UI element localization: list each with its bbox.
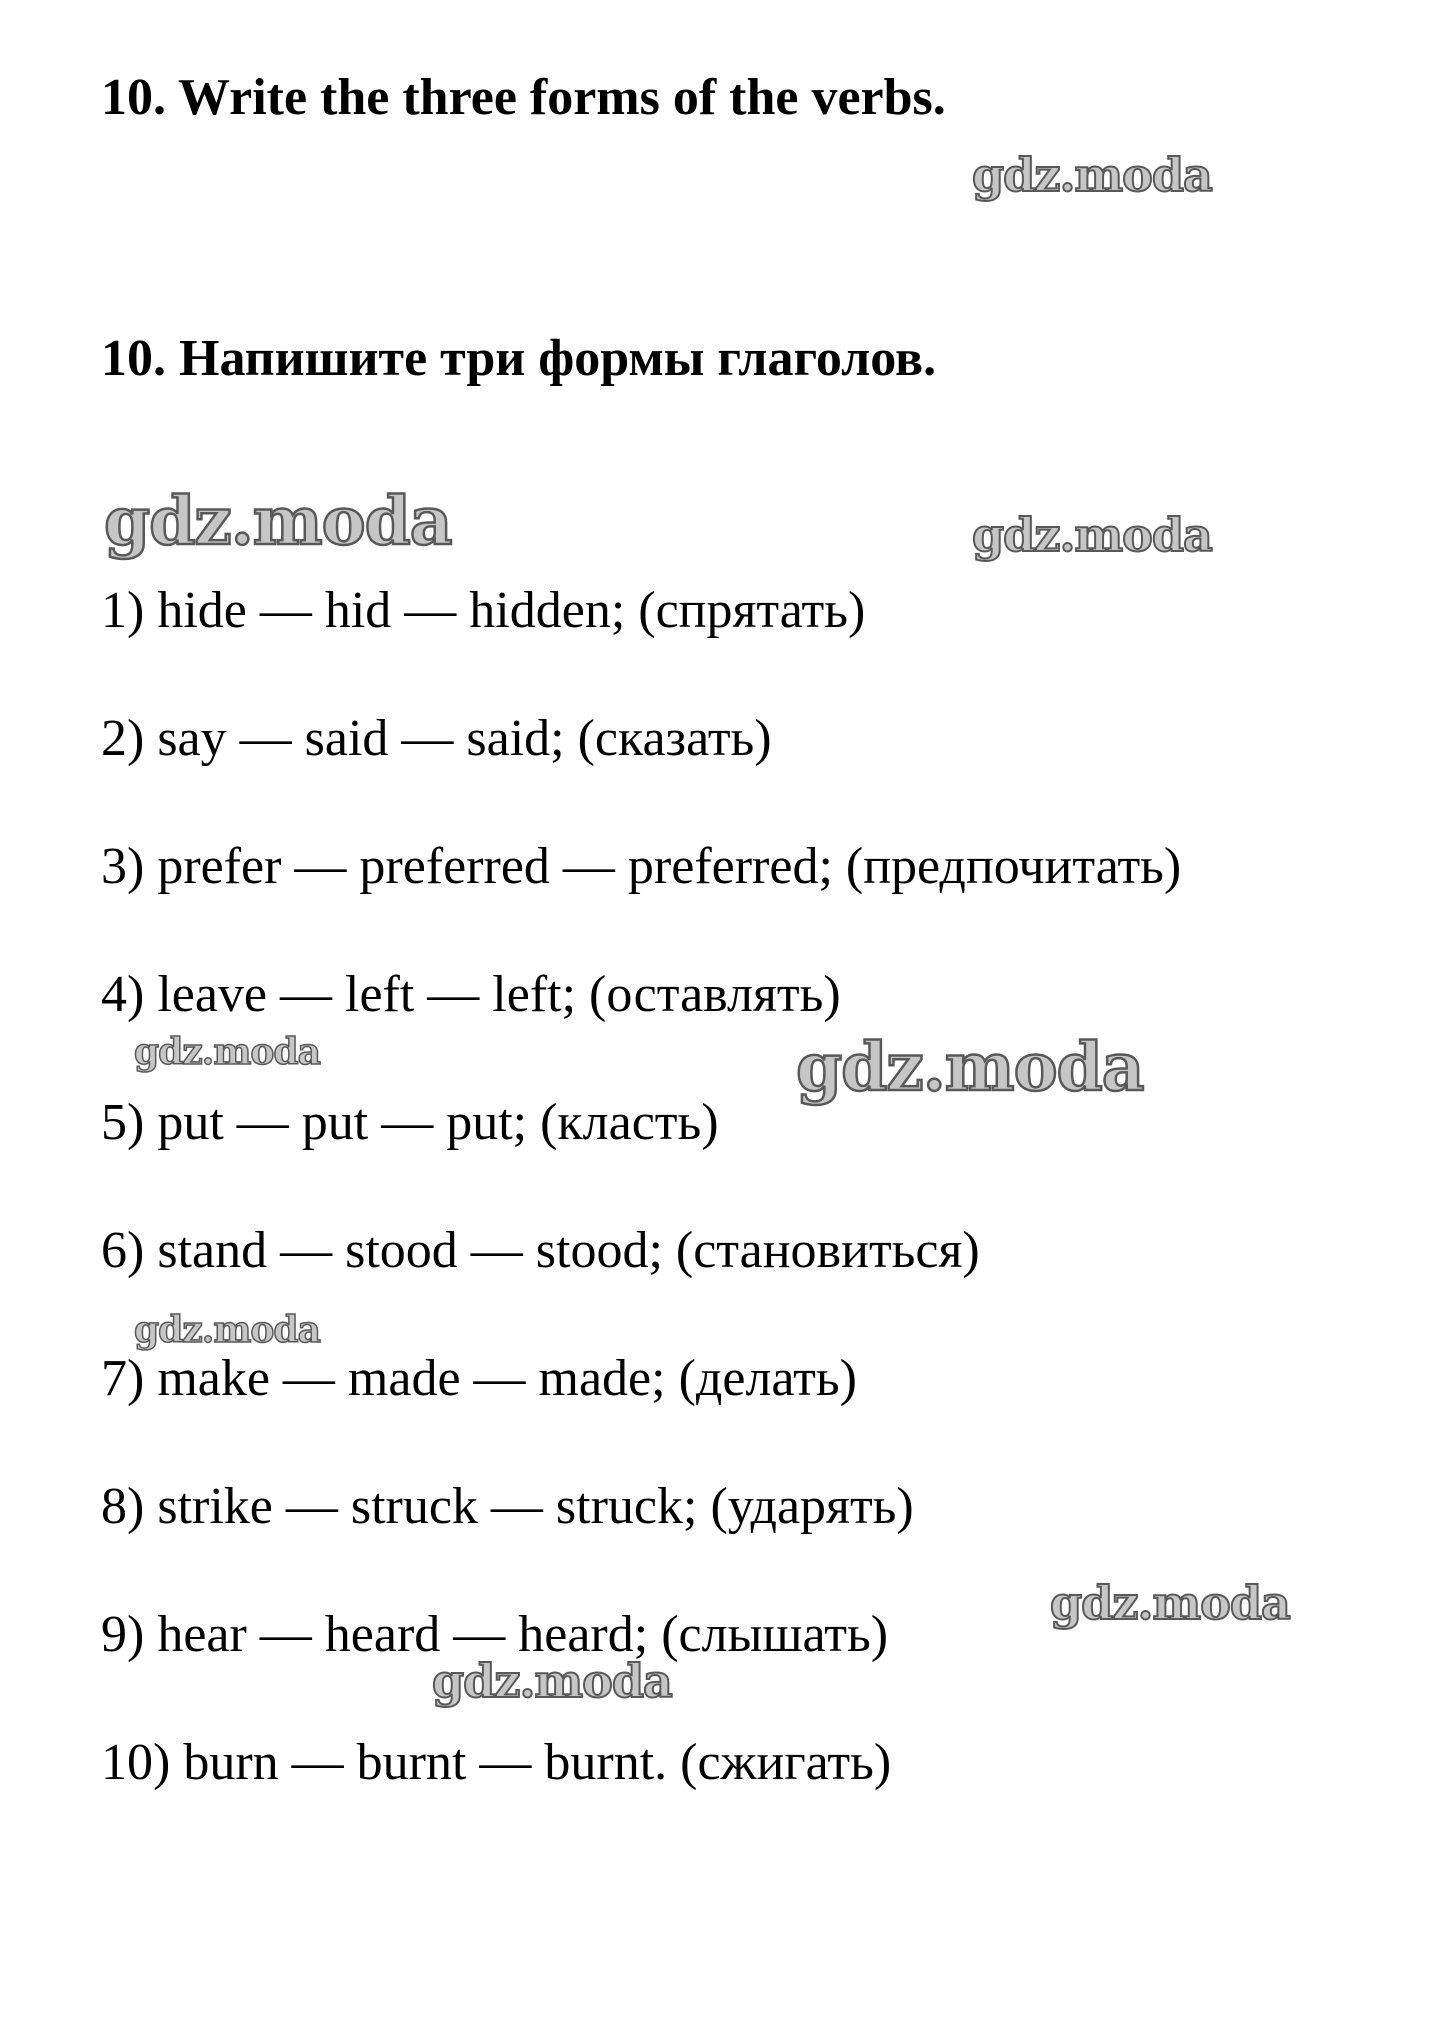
answer-item-7: 7) make — made — made; (делать) [101, 1350, 857, 1407]
answer-item-3: 3) prefer — preferred — preferred; (предпочитать) [101, 838, 1182, 895]
watermark: gdz.moda [134, 1309, 320, 1351]
task-heading-english: 10. Write the three forms of the verbs. [101, 69, 946, 126]
answer-item-4: 4) leave — left — left; (оставлять) [101, 966, 841, 1023]
answer-item-2: 2) say — said — said; (сказать) [101, 710, 772, 767]
watermark: gdz.moda [972, 508, 1212, 562]
watermark: gdz.moda [432, 1654, 672, 1708]
watermark: gdz.moda [972, 148, 1212, 202]
watermark: gdz.moda [796, 1028, 1144, 1106]
task-heading-russian: 10. Напишите три формы глаголов. [101, 330, 937, 387]
watermark: gdz.moda [1050, 1576, 1290, 1630]
answer-item-1: 1) hide — hid — hidden; (спрятать) [101, 582, 866, 639]
watermark: gdz.moda [104, 482, 452, 560]
answer-item-9: 9) hear — heard — heard; (слышать) [101, 1606, 889, 1663]
answer-item-8: 8) strike — struck — struck; (ударять) [101, 1478, 914, 1535]
answer-item-10: 10) burn — burnt — burnt. (сжигать) [101, 1734, 892, 1791]
answer-item-5: 5) put — put — put; (класть) [101, 1094, 719, 1151]
answer-item-6: 6) stand — stood — stood; (становиться) [101, 1222, 980, 1279]
watermark: gdz.moda [134, 1031, 320, 1073]
